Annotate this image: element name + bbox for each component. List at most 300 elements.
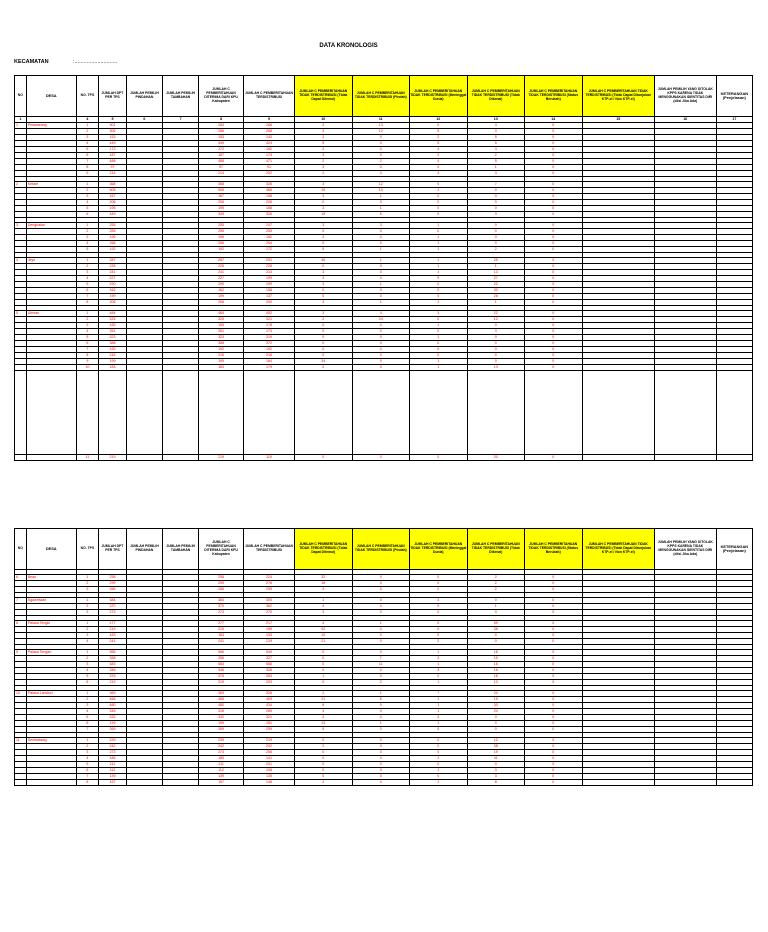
table-cell: 0 xyxy=(410,353,468,359)
column-number: 14 xyxy=(525,117,583,123)
table-cell: 0 xyxy=(352,235,410,241)
table-cell: 0 xyxy=(525,575,583,581)
table-cell: 0 xyxy=(295,329,353,335)
table-cell: 0 xyxy=(525,329,583,335)
table-cell: 0 xyxy=(525,317,583,323)
table-cell: 1 xyxy=(352,300,410,306)
table-cell: 488 xyxy=(99,159,127,165)
table-cell: 3 xyxy=(295,223,353,229)
table-cell: 2 xyxy=(467,587,525,593)
table-cell: 13 xyxy=(467,270,525,276)
table-cell: 0 xyxy=(525,200,583,206)
table-cell: 0 xyxy=(410,674,468,680)
table-cell: 0 xyxy=(352,750,410,756)
table-cell xyxy=(199,371,244,455)
row-no: 11 xyxy=(15,738,27,744)
table-cell: 216 xyxy=(243,353,294,359)
table-cell: 0 xyxy=(352,141,410,147)
table-cell: 18 xyxy=(295,581,353,587)
table-cell: 3 xyxy=(76,194,98,200)
table-cell: 0 xyxy=(467,721,525,727)
table-cell: 219 xyxy=(99,627,127,633)
table-cell: 0 xyxy=(525,135,583,141)
row-desa: Jeys xyxy=(26,258,76,264)
table-cell: 26 xyxy=(467,294,525,300)
table-cell: 4 xyxy=(76,756,98,762)
table-cell: 219 xyxy=(199,627,244,633)
table-cell: 270 xyxy=(243,610,294,616)
table-cell: 3 xyxy=(410,656,468,662)
table-cell: 3 xyxy=(295,610,353,616)
table-cell: 5 xyxy=(467,135,525,141)
table-cell: 196 xyxy=(99,235,127,241)
table-cell: 59 xyxy=(467,621,525,627)
table-cell xyxy=(243,371,294,455)
table-cell: 192 xyxy=(99,247,127,253)
table-cell: 255 xyxy=(243,229,294,235)
table-cell: 239 xyxy=(99,738,127,744)
table-cell: 480 xyxy=(199,703,244,709)
table-cell: 3 xyxy=(76,662,98,668)
row-no: 3 xyxy=(15,223,27,229)
table-cell: 189 xyxy=(243,627,294,633)
table-cell: 5 xyxy=(76,674,98,680)
column-number: 15 xyxy=(582,117,654,123)
table-cell: 277 xyxy=(199,621,244,627)
table-cell xyxy=(582,371,654,455)
column-header: JUMLAH DPT PER TPS xyxy=(99,76,127,117)
table-cell: 188 xyxy=(243,206,294,212)
table-cell: 0 xyxy=(467,335,525,341)
table-cell: 1 xyxy=(76,621,98,627)
column-header: JUMLAH C PEMBERITAHUAN TIDAK TERDISTRIBUSI (Meninggal Dunia) xyxy=(410,76,468,117)
table-cell: 0 xyxy=(410,229,468,235)
table-cell: 0 xyxy=(352,353,410,359)
table-cell: 153 xyxy=(99,135,127,141)
table-cell: 0 xyxy=(410,165,468,171)
table-cell: 2 xyxy=(295,317,353,323)
row-desa: Dengkalan xyxy=(26,223,76,229)
table-cell: 211 xyxy=(199,762,244,768)
row-desa: Beau xyxy=(26,575,76,581)
header-row xyxy=(15,529,753,570)
table-cell: 388 xyxy=(199,341,244,347)
table-cell: 0 xyxy=(525,282,583,288)
table-cell: 0 xyxy=(525,182,583,188)
table-cell: 0 xyxy=(352,335,410,341)
table-cell: 0 xyxy=(352,165,410,171)
table-cell: 0 xyxy=(525,311,583,317)
table-cell: 173 xyxy=(243,329,294,335)
table-cell: 0 xyxy=(295,680,353,686)
table-cell: 299 xyxy=(99,581,127,587)
table-cell: 1 xyxy=(410,300,468,306)
column-header: JUMLAH C PEMBERITAHUAN TIDAK TERDISTRIBUSI (Pindah) xyxy=(352,529,410,570)
table-cell: 1 xyxy=(352,282,410,288)
table-cell: 356 xyxy=(99,656,127,662)
table-cell: 434 xyxy=(243,703,294,709)
table-cell: 172 xyxy=(99,147,127,153)
table-cell: 1 xyxy=(295,674,353,680)
table-cell: 4 xyxy=(410,159,468,165)
table-cell: 4 xyxy=(295,715,353,721)
table-cell: 0 xyxy=(410,633,468,639)
table-cell: 219 xyxy=(199,455,244,461)
table-cell: 206 xyxy=(243,200,294,206)
table-cell: 319 xyxy=(243,335,294,341)
table-cell: 162 xyxy=(243,235,294,241)
table-cell: 6 xyxy=(76,680,98,686)
table-cell: 199 xyxy=(243,276,294,282)
table-cell: 15 xyxy=(295,212,353,218)
table-cell: 0 xyxy=(352,323,410,329)
table-cell: 0 xyxy=(295,323,353,329)
table-cell xyxy=(467,371,525,455)
table-cell: 0 xyxy=(410,762,468,768)
table-cell: 549 xyxy=(243,650,294,656)
table-cell: 323 xyxy=(199,335,244,341)
table-cell: 325 xyxy=(99,317,127,323)
table-cell: 269 xyxy=(199,727,244,733)
table-cell: 2 xyxy=(76,188,98,194)
table-cell: 0 xyxy=(467,200,525,206)
table-cell: 0 xyxy=(525,147,583,153)
table-cell: 3 xyxy=(295,135,353,141)
table-cell: 1 xyxy=(76,650,98,656)
table-cell: 0 xyxy=(410,212,468,218)
table-cell: 5 xyxy=(76,247,98,253)
table-cell: 3 xyxy=(467,147,525,153)
row-desa: Palasa Tengah xyxy=(26,650,76,656)
table-cell: 332 xyxy=(99,715,127,721)
table-cell: 0 xyxy=(352,674,410,680)
table-cell: 183 xyxy=(199,365,244,371)
table-cell: 1 xyxy=(410,697,468,703)
table-cell: 38 xyxy=(467,627,525,633)
table-cell: 20 xyxy=(467,455,525,461)
table-cell: 206 xyxy=(199,200,244,206)
table-cell: 369 xyxy=(199,691,244,697)
column-number: 6 xyxy=(126,117,162,123)
table-cell: 3 xyxy=(467,768,525,774)
table-cell: 12 xyxy=(352,129,410,135)
table-cell: 2 xyxy=(352,680,410,686)
table-cell: 488 xyxy=(199,159,244,165)
table-cell: 0 xyxy=(410,347,468,353)
table-cell: 0 xyxy=(525,780,583,786)
table-cell: 0 xyxy=(467,762,525,768)
table-cell: 259 xyxy=(199,581,244,587)
table-cell: 0 xyxy=(410,581,468,587)
table-cell: 5 xyxy=(410,727,468,733)
column-header: JUMLAH C PEMBERITAHUAN TIDAK TERDISTRIBUSI (Tidak Dikenal) xyxy=(467,529,525,570)
table-cell: 0 xyxy=(295,662,353,668)
table-cell: 11 xyxy=(352,662,410,668)
table-cell: 484 xyxy=(199,311,244,317)
table-cell: 2 xyxy=(76,229,98,235)
table-cell: 0 xyxy=(467,727,525,733)
table-cell: 0 xyxy=(410,744,468,750)
table-cell: 2 xyxy=(467,153,525,159)
column-number: 11 xyxy=(352,117,410,123)
table-cell: 0 xyxy=(352,288,410,294)
table-cell: 0 xyxy=(295,347,353,353)
table-cell: 0 xyxy=(352,633,410,639)
table-cell: 2 xyxy=(76,264,98,270)
table-cell: 258 xyxy=(199,575,244,581)
table-cell: 354 xyxy=(243,674,294,680)
table-cell: 219 xyxy=(99,680,127,686)
row-desa: Sembatawg xyxy=(26,738,76,744)
column-header: JUMLAH C PEMBERITAHUAN TIDAK TERDISTRIBUSI (Status Berubah) xyxy=(525,529,583,570)
table-cell: 0 xyxy=(352,627,410,633)
table-cell: 3 xyxy=(295,153,353,159)
table-cell: 0 xyxy=(525,662,583,668)
table-cell: 172 xyxy=(199,147,244,153)
table-cell: 12 xyxy=(352,182,410,188)
table-cell: 3 xyxy=(410,715,468,721)
table-cell: 0 xyxy=(525,194,583,200)
table-cell: 7 xyxy=(410,691,468,697)
table-cell xyxy=(525,371,583,455)
spacer-row xyxy=(15,371,753,455)
table-cell: 211 xyxy=(99,762,127,768)
table-cell: 0 xyxy=(410,282,468,288)
table-cell: 1 xyxy=(410,359,468,365)
table-cell: 8 xyxy=(76,300,98,306)
table-cell: 0 xyxy=(525,455,583,461)
table-cell: 0 xyxy=(467,206,525,212)
table-cell: 1 xyxy=(76,223,98,229)
column-number: 7 xyxy=(163,117,199,123)
table-cell: 0 xyxy=(525,721,583,727)
table-cell: 5 xyxy=(76,715,98,721)
table-cell: 0 xyxy=(525,264,583,270)
table-cell xyxy=(76,371,98,455)
column-header: JUMLAH PEMILIH PINDAHAN xyxy=(126,76,162,117)
table-cell: 0 xyxy=(295,762,353,768)
table-cell: 217 xyxy=(243,621,294,627)
table-cell: 199 xyxy=(99,721,127,727)
table-cell: 261 xyxy=(199,329,244,335)
table-cell: 0 xyxy=(467,223,525,229)
table-cell: 0 xyxy=(352,264,410,270)
table-cell: 0 xyxy=(467,235,525,241)
table-cell: 3 xyxy=(410,598,468,604)
table-cell: 2 xyxy=(467,581,525,587)
table-cell xyxy=(654,780,716,786)
table-cell: 466 xyxy=(99,697,127,703)
table-cell: 449 xyxy=(99,141,127,147)
table-cell xyxy=(654,371,716,455)
column-header: JUMLAH C PEMBERITAHUAN DITERIMA DARI KPU Kabupaten xyxy=(199,76,244,117)
table-cell: 3 xyxy=(295,147,353,153)
table-cell: 2 xyxy=(76,627,98,633)
column-header: JUMLAH C PEMBERITAHUAN TIDAK TERDISTRIBUSI (Status Berubah) xyxy=(525,76,583,117)
table-cell: 3 xyxy=(295,300,353,306)
table-cell: 0 xyxy=(352,229,410,235)
table-cell: 13 xyxy=(352,188,410,194)
table-cell: 199 xyxy=(199,721,244,727)
table-cell: 3 xyxy=(295,282,353,288)
table-cell: 214 xyxy=(199,171,244,177)
table-cell: 0 xyxy=(352,709,410,715)
table-cell: 3 xyxy=(295,587,353,593)
table-cell: 0 xyxy=(352,756,410,762)
column-number: 17 xyxy=(716,117,752,123)
table-cell: 251 xyxy=(243,258,294,264)
table-cell: 3 xyxy=(76,610,98,616)
table-cell: 181 xyxy=(243,721,294,727)
table-cell: 9 xyxy=(76,171,98,177)
table-cell: 3 xyxy=(76,633,98,639)
table-cell: 1 xyxy=(76,258,98,264)
data-table-2 xyxy=(14,528,753,786)
table-cell: 273 xyxy=(199,750,244,756)
table-cell: 0 xyxy=(410,206,468,212)
table-cell: 219 xyxy=(199,680,244,686)
table-cell: 13 xyxy=(352,123,410,129)
column-number: 9 xyxy=(243,117,294,123)
table-cell: 1 xyxy=(410,241,468,247)
table-cell: 0 xyxy=(410,341,468,347)
column-header: KETERANGAN (Penjelasan) xyxy=(716,76,752,117)
table-cell: 0 xyxy=(525,656,583,662)
table-cell xyxy=(126,780,162,786)
table-cell: 13 xyxy=(467,680,525,686)
table-cell: 7 xyxy=(76,159,98,165)
column-header: JUMLAH PEMILIH TAMBAHAN xyxy=(163,529,199,570)
table-cell: 1 xyxy=(352,206,410,212)
table-cell: 6 xyxy=(76,341,98,347)
table-cell: 266 xyxy=(99,241,127,247)
table-cell: 266 xyxy=(199,241,244,247)
column-header: JUMLAH C PEMBERITAHUAN TIDAK TERDISTRIBUSI (Tidak Dikenal) xyxy=(467,76,525,117)
table-cell: 20 xyxy=(467,709,525,715)
column-number: 1 xyxy=(15,117,27,123)
table-cell: 0 xyxy=(525,141,583,147)
table-cell: 1 xyxy=(410,780,468,786)
table-cell: 226 xyxy=(199,264,244,270)
table-cell: 3 xyxy=(295,206,353,212)
table-cell: 269 xyxy=(99,727,127,733)
table-cell: 146 xyxy=(243,780,294,786)
column-header: JUMLAH C PEMBERITAHUAN TIDAK TERDISTRIBUSI (Tidak Dapat Ditunjukan KTP-el / Non KTP-el) xyxy=(582,76,654,117)
column-header: DESA xyxy=(26,529,76,570)
table-cell: 325 xyxy=(199,317,244,323)
table-cell: 0 xyxy=(352,604,410,610)
table-cell: 157 xyxy=(199,780,244,786)
table-cell: 0 xyxy=(525,129,583,135)
table-cell: 241 xyxy=(199,270,244,276)
table-cell: 12 xyxy=(467,317,525,323)
table-cell xyxy=(163,455,199,461)
table-cell: 112 xyxy=(99,768,127,774)
table-cell: 2 xyxy=(76,656,98,662)
table-cell: 0 xyxy=(352,738,410,744)
table-cell: 5 xyxy=(76,147,98,153)
table-cell: 0 xyxy=(352,650,410,656)
table-cell: 3 xyxy=(295,165,353,171)
table-cell: 376 xyxy=(199,674,244,680)
table-cell xyxy=(410,371,468,455)
table-cell: 185 xyxy=(99,756,127,762)
table-cell: 8 xyxy=(76,780,98,786)
table-cell: 0 xyxy=(525,276,583,282)
table-cell: 0 xyxy=(467,633,525,639)
table-cell: 3 xyxy=(467,212,525,218)
column-number: 5 xyxy=(99,117,127,123)
table-cell: 1 xyxy=(410,721,468,727)
table-cell: 187 xyxy=(99,153,127,159)
table-cell: 137 xyxy=(243,294,294,300)
column-header: JUMLAH C PEMBERITAHUAN TIDAK TERDISTRIBUSI (Pindah) xyxy=(352,76,410,117)
table-cell: 4 xyxy=(76,329,98,335)
table-cell: 0 xyxy=(525,229,583,235)
table-cell: 7 xyxy=(76,347,98,353)
data-table-1 xyxy=(14,75,753,461)
table-cell: 1 xyxy=(352,721,410,727)
table-cell: 3 xyxy=(295,311,353,317)
table-cell: 13 xyxy=(467,365,525,371)
table-cell: 219 xyxy=(99,455,127,461)
table-cell: 1 xyxy=(410,709,468,715)
table-cell: 409 xyxy=(243,697,294,703)
row-no: 8 xyxy=(15,621,27,627)
column-header: JUMLAH PEMILIH PINDAHAN xyxy=(126,529,162,570)
table-cell: 1 xyxy=(410,365,468,371)
table-cell: 2 xyxy=(76,129,98,135)
table-cell: 0 xyxy=(525,123,583,129)
table-cell: 227 xyxy=(99,276,127,282)
table-cell: 368 xyxy=(99,182,127,188)
table-cell: 0 xyxy=(352,147,410,153)
table-cell: 376 xyxy=(99,674,127,680)
table-cell: 2 xyxy=(467,575,525,581)
table-cell: 41 xyxy=(467,756,525,762)
table-cell: 7 xyxy=(76,294,98,300)
column-header: JUMLAH C PEMBERITAHUAN TERDISTRIBUSI xyxy=(243,76,294,117)
column-header: NO. TPS xyxy=(76,529,98,570)
table-cell: 0 xyxy=(525,335,583,341)
table-cell: 2 xyxy=(467,247,525,253)
table-cell: 3 xyxy=(295,270,353,276)
table-cell: 287 xyxy=(199,258,244,264)
column-number: 4 xyxy=(76,117,98,123)
table-cell: 583 xyxy=(99,662,127,668)
table-cell: 346 xyxy=(199,668,244,674)
table-cell: 1 xyxy=(410,247,468,253)
table-cell xyxy=(582,780,654,786)
table-cell: 34 xyxy=(295,359,353,365)
table-cell: 368 xyxy=(199,182,244,188)
table-cell: 0 xyxy=(525,353,583,359)
table-cell: 0 xyxy=(352,715,410,721)
table-cell: 5 xyxy=(76,762,98,768)
table-cell: 202 xyxy=(243,171,294,177)
table-cell: 0 xyxy=(410,774,468,780)
table-cell: 3 xyxy=(295,182,353,188)
table-cell: 449 xyxy=(199,141,244,147)
table-cell: 24 xyxy=(352,317,410,323)
table-cell: 480 xyxy=(99,703,127,709)
table-cell: 214 xyxy=(99,171,127,177)
table-cell: 300 xyxy=(243,598,294,604)
table-cell: 226 xyxy=(243,264,294,270)
table-cell: 46 xyxy=(295,258,353,264)
table-cell: 290 xyxy=(199,282,244,288)
table-cell: 1 xyxy=(410,768,468,774)
